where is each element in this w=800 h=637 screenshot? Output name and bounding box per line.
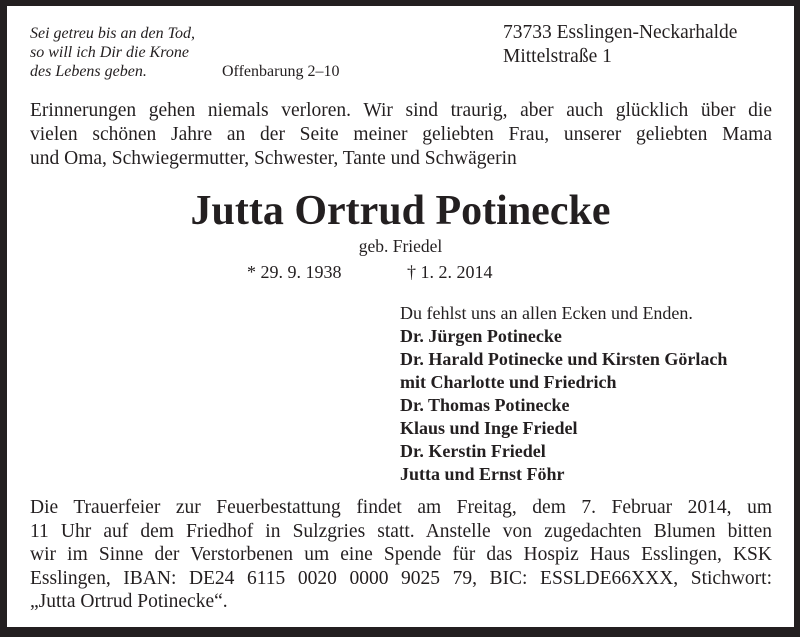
intro-line: und Oma, Schwiegermutter, Schwester, Tante und Schwägerin <box>30 148 517 169</box>
bible-verse <box>30 24 340 81</box>
mourner: mit Charlotte und Friedrich <box>400 372 617 392</box>
address-city: 73733 Esslingen-Neckarhalde <box>503 22 738 43</box>
deceased-name: Jutta Ortrud Potinecke <box>190 188 611 234</box>
mourner: Dr. Jürgen Potinecke <box>400 326 562 346</box>
address <box>503 21 737 69</box>
death-date: † 1. 2. 2014 <box>407 262 493 282</box>
funeral-line: Esslingen, IBAN: DE24 6115 0020 0000 9025 79, BIC: ESSLDE66XXX, Stichwort: <box>30 567 772 589</box>
verse-reference: Offenbarung 2–10 <box>222 63 340 80</box>
funeral-line: Die Trauerfeier zur Feuerbestattung findet am Freitag, dem 7. Februar 2014, um <box>30 497 772 518</box>
birth-name: geb. Friedel <box>358 236 443 256</box>
mourners-message: Du fehlst uns an allen Ecken und Enden. <box>400 303 693 323</box>
funeral-line: „Jutta Ortrud Potinecke“. <box>30 591 228 612</box>
verse-line: des Lebens geben. <box>30 63 147 80</box>
funeral-info <box>30 496 772 614</box>
intro-line: Erinnerungen gehen niemals verloren. Wir sind traurig, aber auch glücklich über die <box>30 100 772 121</box>
mourners <box>400 302 727 486</box>
mourner: Dr. Thomas Potinecke <box>400 395 570 415</box>
mourner: Dr. Harald Potinecke und Kirsten Görlach <box>400 349 728 369</box>
verse-line: Sei getreu bis an den Tod, <box>30 25 196 42</box>
mourner: Klaus und Inge Friedel <box>400 418 578 438</box>
address-street: Mittelstraße 1 <box>503 46 612 67</box>
mourner: Jutta und Ernst Föhr <box>400 464 565 484</box>
obituary-notice <box>7 6 794 627</box>
life-dates <box>247 262 493 283</box>
verse-line: so will ich Dir die Krone <box>30 44 189 61</box>
funeral-line: 11 Uhr auf dem Friedhof in Sulzgries statt. Anstelle von zugedachten Blumen bitten <box>30 520 772 542</box>
birth-date: * 29. 9. 1938 <box>247 262 342 282</box>
mourner: Dr. Kerstin Friedel <box>400 441 546 461</box>
intro-line: vielen schönen Jahre an der Seite meiner geliebten Frau, unserer geliebten Mama <box>30 124 772 145</box>
funeral-line: wir im Sinne der Verstorbenen um eine Spende für das Hospiz Haus Esslingen, KSK <box>30 544 772 565</box>
intro-text <box>30 99 772 171</box>
